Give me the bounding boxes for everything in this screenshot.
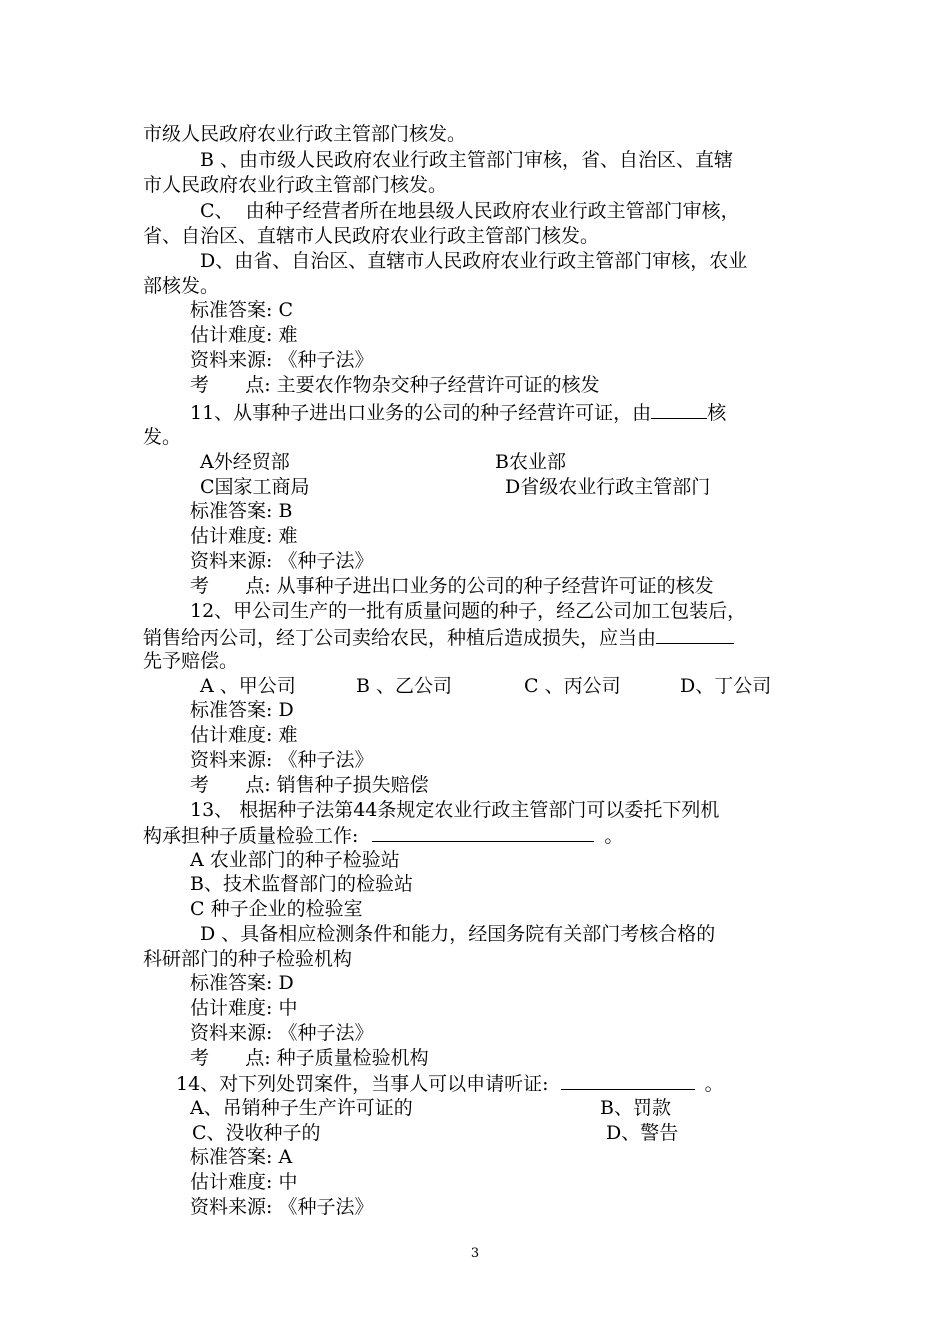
option-d: D、丁公司 — [680, 675, 772, 697]
difficulty-line: 估计难度: 中 — [190, 997, 298, 1019]
option-c: C 种子企业的检验室 — [190, 898, 363, 920]
key-point-line: 考 点: 从事种子进出口业务的公司的种子经营许可证的核发 — [190, 575, 714, 597]
text-line — [143, 823, 623, 848]
text-line — [143, 625, 734, 650]
question-text: 核 — [707, 402, 727, 424]
question-text: 11、从事种子进出口业务的公司的种子经营许可证，由 — [190, 402, 652, 424]
option-c: C、 由种子经营者所在地县级人民政府农业行政主管部门审核， — [200, 200, 740, 222]
answer-blank — [372, 823, 594, 842]
answer-line: 标准答案: A — [190, 1146, 293, 1168]
answer-line: 标准答案: D — [190, 972, 294, 994]
option-a: A、吊销种子生产许可证的 — [190, 1097, 413, 1119]
source-line: 资料来源: 《种子法》 — [190, 1196, 374, 1218]
key-point-line: 考 点: 主要农作物杂交种子经营许可证的核发 — [190, 374, 600, 396]
text-line: 部核发。 — [143, 275, 220, 297]
text-line: 市人民政府农业行政主管部门核发。 — [143, 174, 448, 196]
difficulty-line: 估计难度: 难 — [190, 324, 298, 346]
text-line: 省、自治区、直辖市人民政府农业行政主管部门核发。 — [143, 225, 600, 247]
option-b: B 、由市级人民政府农业行政主管部门审核，省、自治区、直辖 — [200, 149, 734, 171]
option-b: B、技术监督部门的检验站 — [190, 873, 413, 895]
option-d: D、由省、自治区、直辖市人民政府农业行政主管部门审核，农业 — [200, 250, 748, 272]
answer-line: 标准答案: D — [190, 699, 294, 721]
option-b: B、罚款 — [600, 1097, 671, 1119]
text-line: 先予赔偿。 — [143, 650, 239, 672]
question-12: 12、甲公司生产的一批有质量问题的种子，经乙公司加工包装后， — [190, 600, 747, 622]
question-text: 销售给丙公司，经丁公司卖给农民，种植后造成损失，应当由 — [143, 627, 657, 649]
option-c: C、没收种子的 — [192, 1122, 321, 1144]
source-line: 资料来源: 《种子法》 — [190, 550, 374, 572]
question-14 — [176, 1071, 724, 1096]
text-line: 科研部门的种子检验机构 — [143, 948, 353, 970]
answer-blank — [561, 1071, 695, 1090]
answer-blank — [656, 625, 734, 644]
question-11 — [190, 400, 726, 425]
answer-line: 标准答案: C — [190, 299, 293, 321]
option-c: C 、丙公司 — [524, 675, 621, 697]
period: 。 — [704, 1073, 724, 1095]
answer-blank — [651, 400, 707, 419]
option-a: A 、甲公司 — [200, 675, 296, 697]
source-line: 资料来源: 《种子法》 — [190, 1022, 374, 1044]
option-c: C国家工商局 — [200, 476, 310, 498]
text-line: 发。 — [143, 426, 182, 448]
difficulty-line: 估计难度: 难 — [190, 724, 298, 746]
option-d: D省级农业行政主管部门 — [505, 476, 711, 498]
question-text: 14、对下列处罚案件，当事人可以申请听证: — [176, 1073, 549, 1095]
text-line: 市级人民政府农业行政主管部门核发。 — [143, 123, 467, 145]
source-line: 资料来源: 《种子法》 — [190, 349, 374, 371]
question-13: 13、 根据种子法第44条规定农业行政主管部门可以委托下列机 — [190, 799, 720, 821]
answer-line: 标准答案: B — [190, 500, 293, 522]
key-point-line: 考 点: 销售种子损失赔偿 — [190, 774, 429, 796]
period: 。 — [604, 825, 624, 847]
key-point-line: 考 点: 种子质量检验机构 — [190, 1047, 429, 1069]
option-b: B 、乙公司 — [356, 675, 453, 697]
question-text: 构承担种子质量检验工作: — [143, 825, 359, 847]
source-line: 资料来源: 《种子法》 — [190, 749, 374, 771]
option-d: D、警告 — [606, 1122, 679, 1144]
option-a: A 农业部门的种子检验站 — [190, 849, 400, 871]
option-b: B农业部 — [495, 451, 566, 473]
difficulty-line: 估计难度: 难 — [190, 525, 298, 547]
option-a: A外经贸部 — [200, 451, 290, 473]
difficulty-line: 估计难度: 中 — [190, 1171, 298, 1193]
option-d: D 、具备相应检测条件和能力，经国务院有关部门考核合格的 — [200, 923, 716, 945]
page-number: 3 — [470, 1246, 480, 1261]
